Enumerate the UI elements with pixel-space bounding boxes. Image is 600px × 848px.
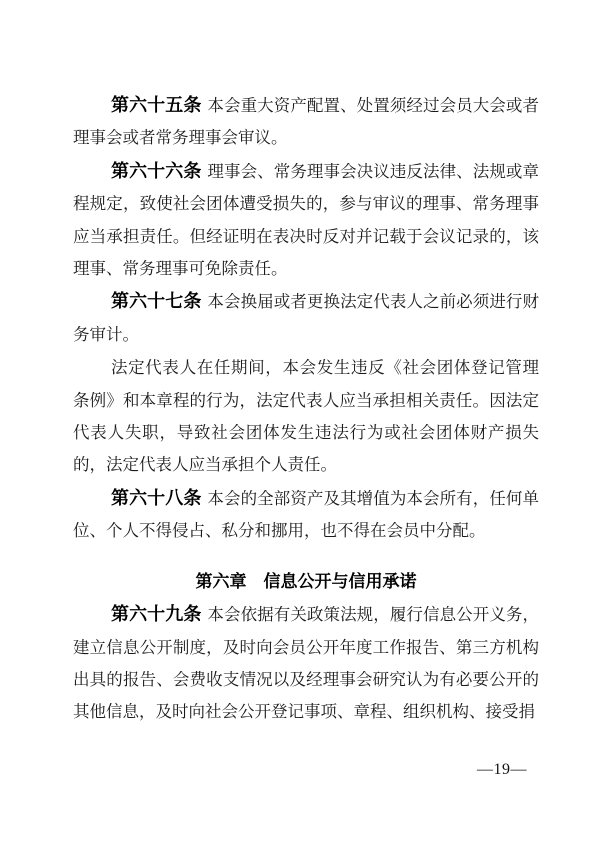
document-body [73,89,539,729]
article-text: 本会的全部资产及其增值为本会所有，任何单位、个人不得侵占、私分和挪用，也不得在会员中分配。 [73,488,540,541]
article-text: 本会重大资产配置、处置须经过会员大会或者理事会或者常务理事会审议。 [73,96,540,148]
article-text: 法定代表人在任期间，本会发生违反《社会团体登记管理条例》和本章程的行为，法定代表人应当承担相关责任。因法定代表人失职，导致社会团体发生违法行为或社会团体财产损失的，法定代表人应当承担个人责任。 [73,358,539,475]
article-text: 本会换届或者更换法定代表人之前必须进行财务审计。 [73,292,540,344]
article-paragraph [73,351,539,482]
article-paragraph [73,598,539,729]
article-number: 第六十七条 [111,291,202,312]
article-paragraph [73,482,539,548]
article-number: 第六十八条 [111,487,202,508]
article-number: 第六十五条 [111,95,202,115]
article-number: 第六十六条 [111,160,202,181]
article-text: 本会依据有关政策法规，履行信息公开义务，建立信息公开制度，及时向会员公开年度工作报告、第三方机构出具的报告、会费收支情况以及经理事会研究认为有必要公开的其他信息，及时向社会公开登记事项、章程、组织机构、接受捐 [73,605,540,722]
article-paragraph [73,89,539,155]
page-number: —19— [477,761,527,778]
chapter-heading: 第六章 信息公开与信用承诺 [195,571,417,591]
article-paragraph [73,285,539,351]
article-paragraph [73,155,539,286]
article-number: 第六十九条 [111,604,202,625]
article-text: 理事会、常务理事会决议违反法律、法规或章程规定，致使社会团体遭受损失的，参与审议的理事、常务理事应当承担责任。但经证明在表决时反对并记载于会议记录的，该理事、常务理事可免除责任。 [73,161,540,279]
